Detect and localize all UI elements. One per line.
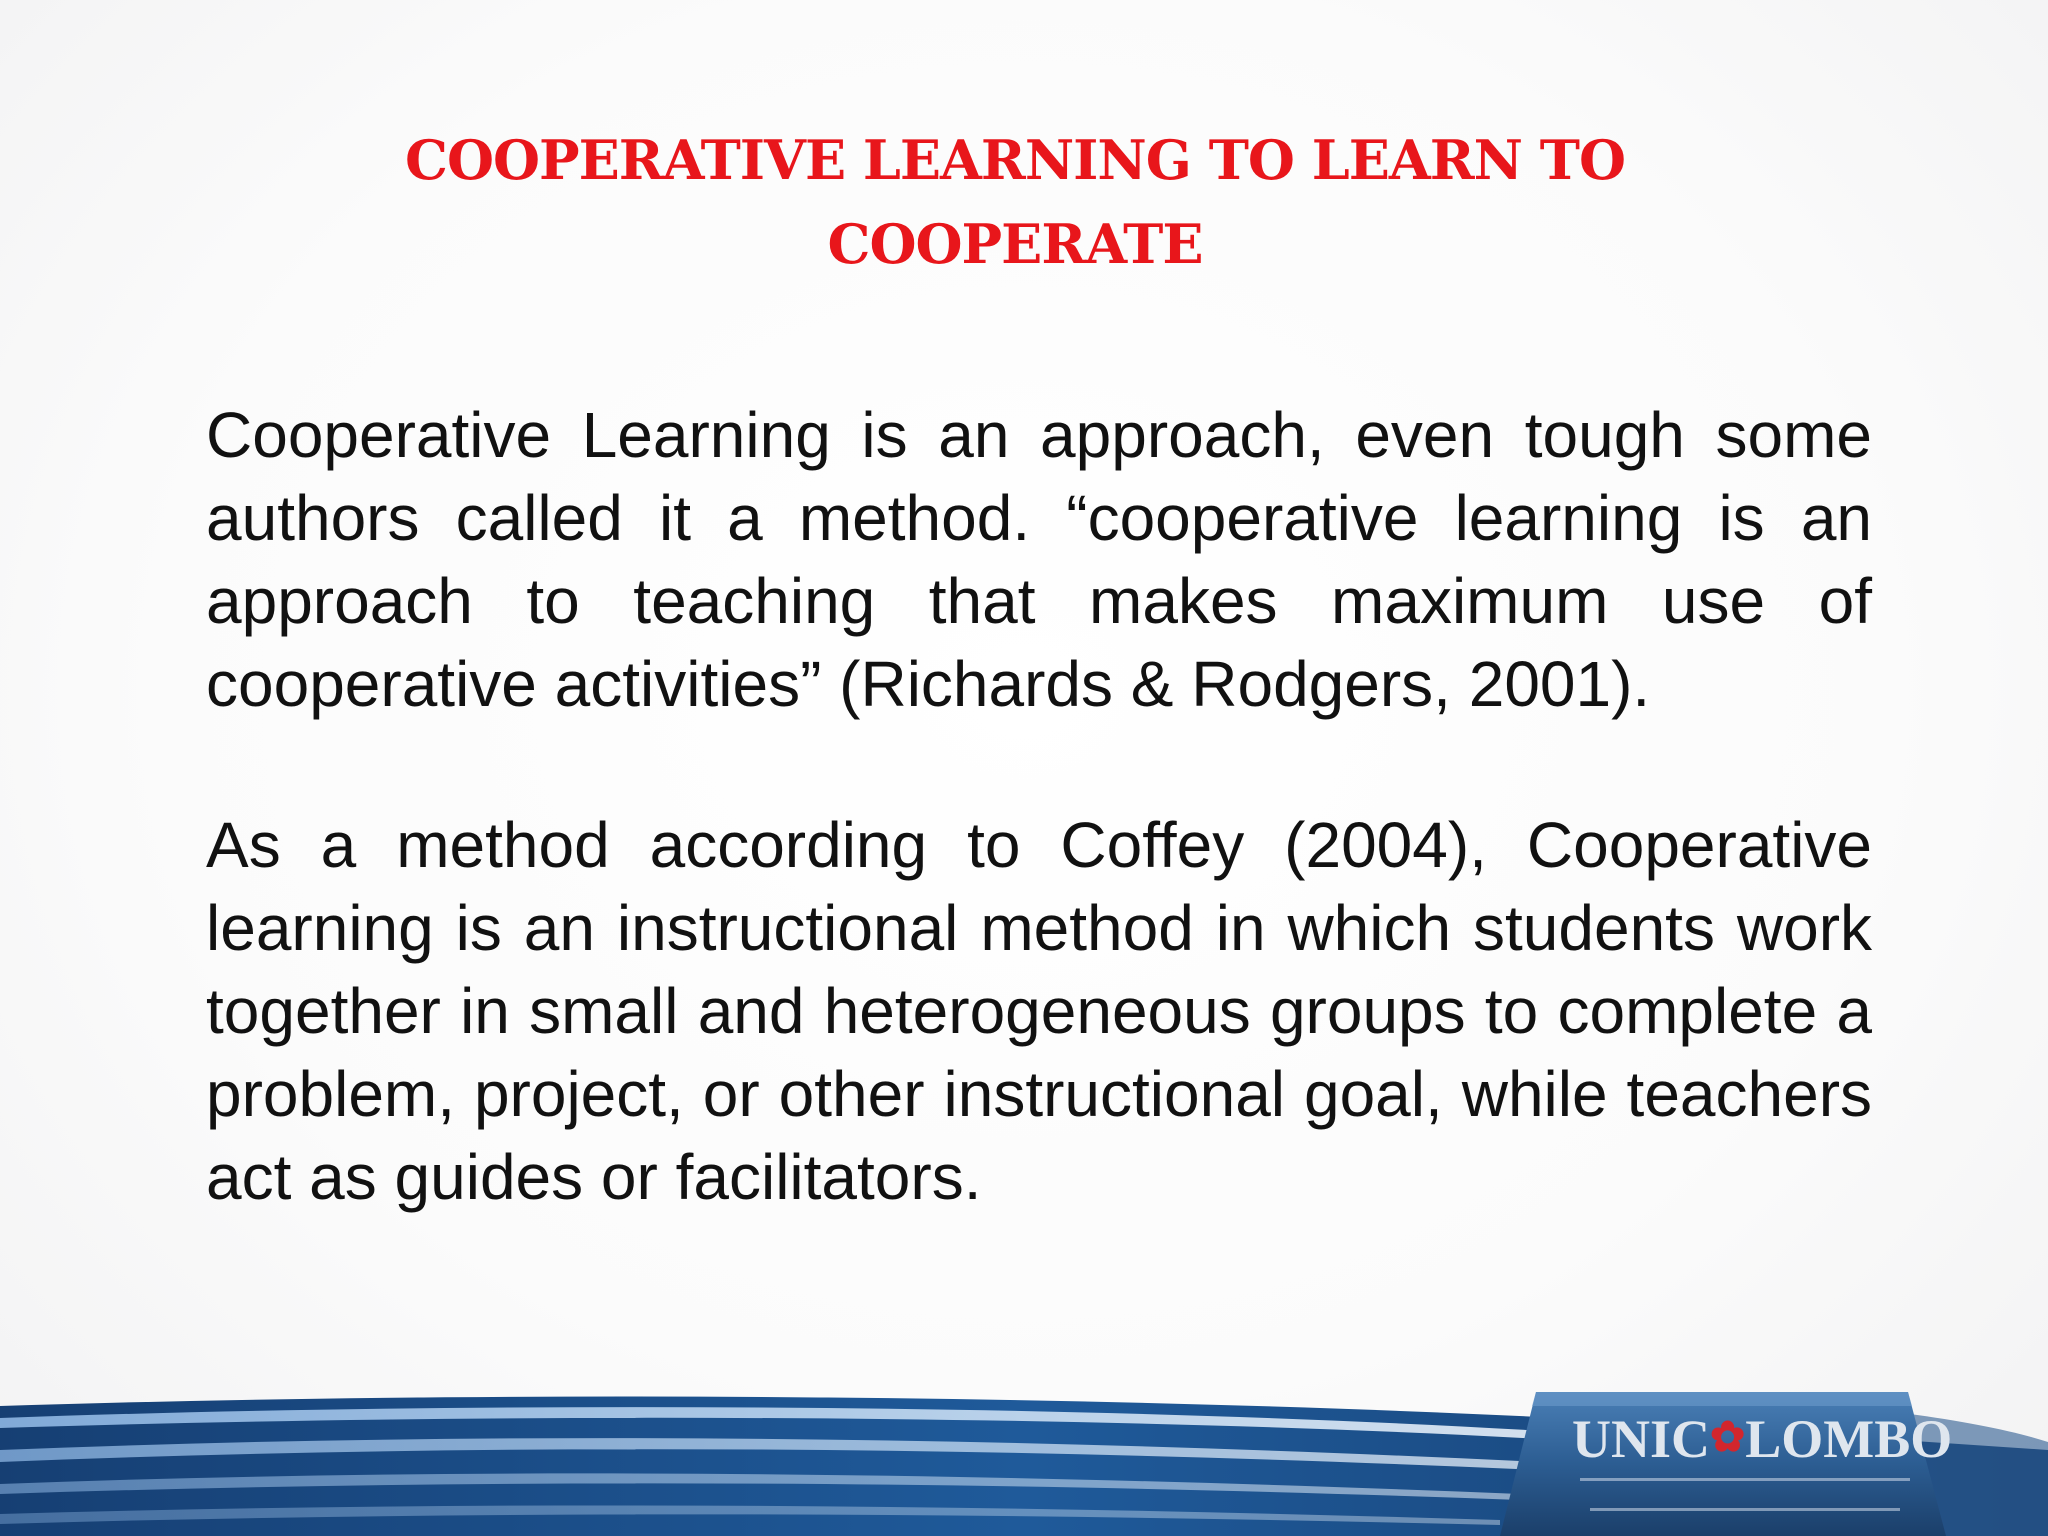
unicolombo-logo	[1572, 1408, 1953, 1470]
logo-text-left: UNIC	[1572, 1409, 1711, 1469]
slide-title: COOPERATIVE LEARNING TO LEARN TO COOPERATE	[404, 128, 1626, 276]
rose-icon: ✿	[1710, 1415, 1746, 1461]
logo-text-right: LOMBO	[1745, 1409, 1953, 1469]
logo-subline	[1590, 1508, 1900, 1511]
paragraph-2: As a method according to Coffey (2004), Cooperative learning is an instructional method in which students work together in small and heterogeneous groups to complete a problem, project, or other instructional goal, while teachers act as guides or facilitators.	[206, 809, 1872, 1213]
logo-subline	[1580, 1478, 1910, 1481]
paragraph-1: Cooperative Learning is an approach, even tough some authors called it a method. “cooperative learning is an approach to teaching that makes maximum use of cooperative activities” (Richards & Rodgers, 2001).	[206, 399, 1872, 720]
